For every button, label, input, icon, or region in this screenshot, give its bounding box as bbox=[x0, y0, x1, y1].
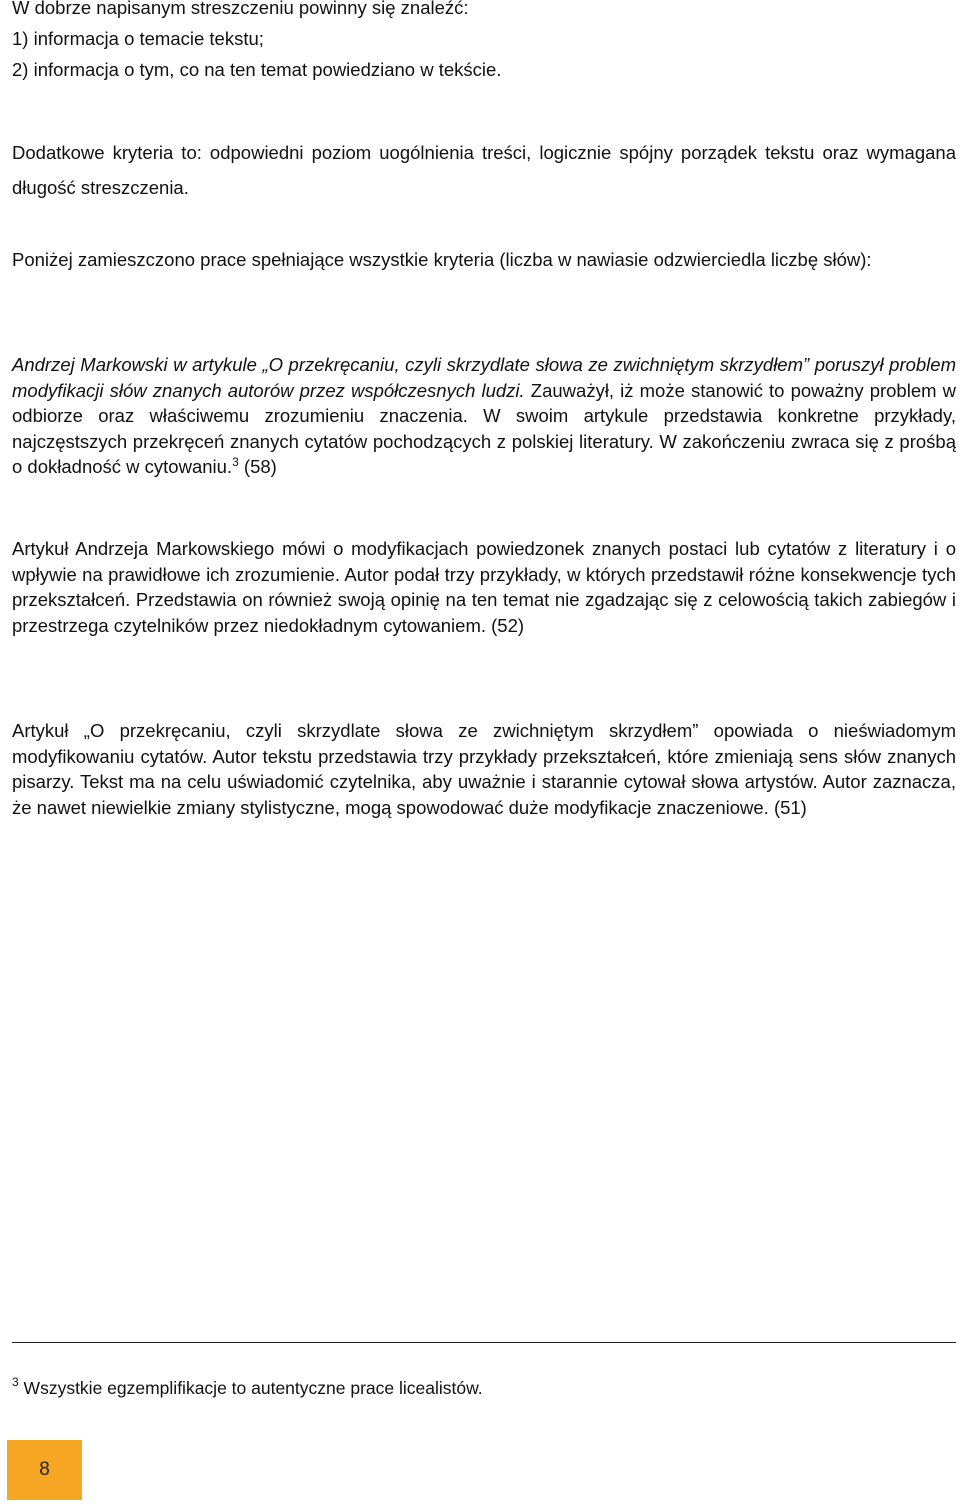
criteria-paragraph: Dodatkowe kryteria to: odpowiedni poziom uogólnienia treści, logicznie spójny porządek tekstu oraz wymagana długość streszczenia. bbox=[12, 142, 956, 198]
footnote-text: Wszystkie egzemplifikacje to autentyczne prace licealistów. bbox=[18, 1378, 483, 1398]
intro-heading: W dobrze napisanym streszczeniu powinny się znaleźć: bbox=[12, 0, 469, 18]
sample-summary-2: Artykuł Andrzeja Markowskiego mówi o modyfikacjach powiedzonek znanych postaci lub cytatów z literatury i o wpływie na prawidłowe ich zrozumienie. Autor podał trzy przykłady, w których przedstawił różne konsekwencje tych przekształceń. Przedstawia on również swoją opinię na ten temat nie zgadzając się z celowością takich zabiegów i przestrzega czytelników przez niedokładnym cytowaniem. (52) bbox=[12, 538, 956, 636]
sample-summary-3: Artykuł „O przekręcaniu, czyli skrzydlate słowa ze zwichniętym skrzydłem” opowiada o nieświadomym modyfikowaniu cytatów. Autor tekstu przedstawia trzy przykłady przekształceń, które zmieniają sens słów znanych pisarzy. Tekst ma na celu uświadomić czytelnika, aby uważnie i starannie cytował słowa artystów. Autor zaznacza, że nawet niewielkie zmiany stylistyczne, mogą spowodować duże modyfikacje znaczeniowe. (51) bbox=[12, 720, 956, 818]
page-number: 8 bbox=[39, 1459, 50, 1480]
samples-intro-paragraph: Poniżej zamieszczono prace spełniające wszystkie kryteria (liczba w nawiasie odzwierciedla liczbę słów): bbox=[12, 249, 872, 270]
sample-summary-1 bbox=[12, 352, 956, 480]
page-number-badge bbox=[7, 1440, 82, 1500]
intro-list-item-2: 2) informacja o tym, co na ten temat powiedziano w tekście. bbox=[12, 59, 502, 80]
footnote-divider bbox=[12, 1342, 956, 1343]
footnote-number: 3 bbox=[12, 1375, 19, 1389]
sample-1-text: Zauważył, iż może stanowić to poważny problem w odbiorze oraz właściwemu zrozumieniu znaczenia. W swoim artykule przedstawia konkretne przykłady, najczęstszych przekręceń znanych cytatów pochodzących z polskiej literatury. W zakończeniu zwraca się z prośbą o dokładność w cytowaniu. bbox=[12, 379, 956, 477]
sample-1-word-count: (58) bbox=[238, 456, 277, 477]
footnote bbox=[12, 1375, 483, 1399]
intro-block bbox=[12, 0, 956, 85]
sample-1-italic-text: Andrzej Markowski w artykule „O przekręcaniu, czyli skrzydlate słowa ze zwichniętym skrzydłem” poruszył problem modyfikacji słów znanych autorów przez współczesnych ludzi. bbox=[12, 354, 956, 401]
intro-list-item-1: 1) informacja o temacie tekstu; bbox=[12, 28, 264, 49]
footnote-reference[interactable]: 3 bbox=[232, 455, 239, 469]
